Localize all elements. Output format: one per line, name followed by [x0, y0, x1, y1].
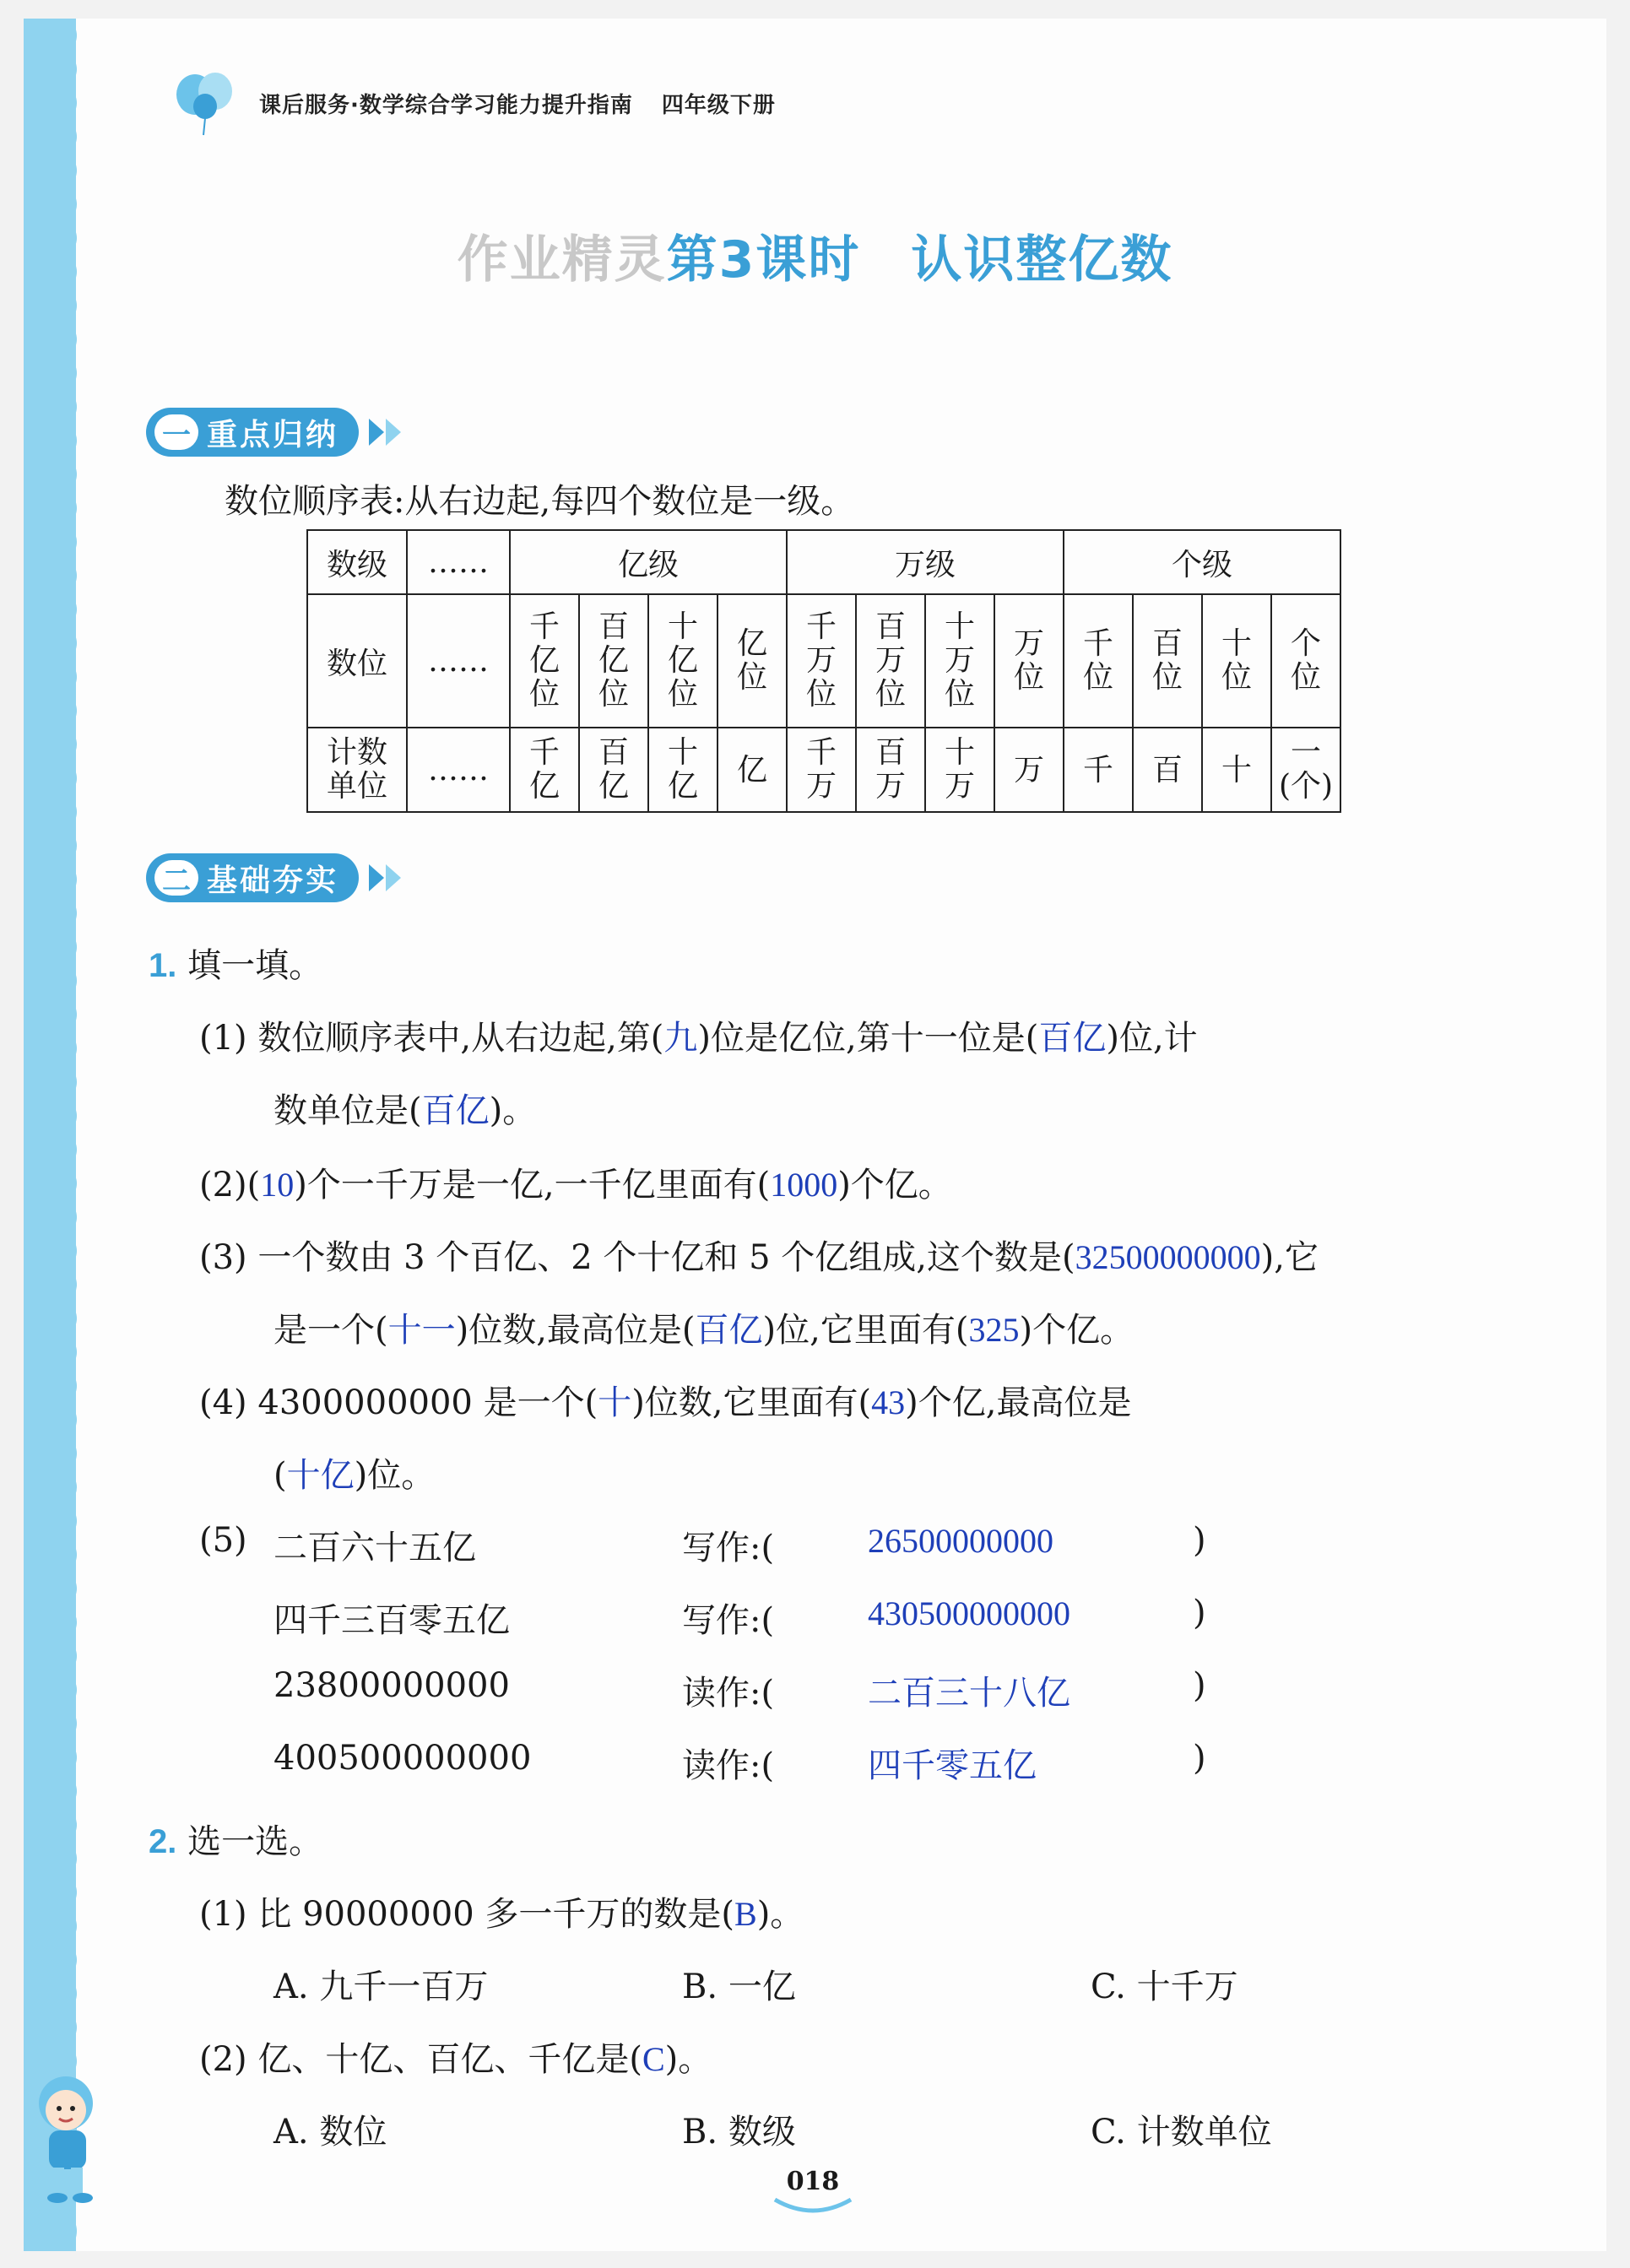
q2-part1-option: B. 一亿	[682, 1968, 796, 2006]
unit-cell: 千亿	[510, 728, 579, 812]
answer: 10	[260, 1166, 295, 1204]
q2-part2-option: C. 计数单位	[1091, 2113, 1272, 2152]
question-title: 填一填。	[187, 946, 323, 985]
answer: 十一	[387, 1311, 456, 1349]
left-decorative-strip	[24, 19, 76, 2251]
place-cell: 万位	[994, 594, 1064, 728]
q2-part2-option: A. 数位	[273, 2113, 387, 2152]
close-paren: )	[1193, 1666, 1206, 1705]
section-pill	[146, 853, 359, 902]
answer: 九	[663, 1019, 698, 1057]
q2-part1-option: A. 九千一百万	[273, 1968, 489, 2006]
conversion-verb: 写作:(	[682, 1601, 775, 1640]
q1-part2: (2)(10)个一千万是一亿,一千亿里面有(1000)个亿。	[199, 1166, 952, 1204]
section-pill	[146, 408, 359, 457]
conversion-verb: 读作:(	[682, 1746, 775, 1785]
place-cell: 千万位	[787, 594, 856, 728]
lesson-number: 第3课时	[666, 230, 861, 290]
answer: 百亿	[1038, 1019, 1107, 1057]
q1-part3-line1: (3) 一个数由 3 个百亿、2 个十亿和 5 个亿组成,这个数是(32500000000),它	[199, 1238, 1319, 1277]
q1-part1-line2: 数单位是(百亿)。	[273, 1091, 537, 1130]
series-title: 课后服务·数学综合学习能力提升指南	[259, 92, 633, 118]
q2-part2: (2) 亿、十亿、百亿、千亿是(C)。	[199, 2040, 712, 2079]
unit-cell: 十	[1202, 728, 1271, 812]
place-cell: 十万位	[925, 594, 994, 728]
answer: 二百三十八亿	[868, 1674, 1070, 1712]
answer: 325	[968, 1311, 1020, 1349]
level-cell: 亿级	[510, 530, 787, 594]
lesson-title	[24, 219, 1606, 292]
q1-part4-line1: (4) 4300000000 是一个(十)位数,它里面有(43)个亿,最高位是	[199, 1383, 1132, 1422]
place-cell: 亿位	[718, 594, 787, 728]
answer: 十亿	[286, 1456, 355, 1494]
workbook-page	[24, 19, 1606, 2251]
answer: 43	[871, 1383, 906, 1421]
ellipsis-cell: ……	[407, 530, 510, 594]
q2-part2-option: B. 数级	[682, 2113, 796, 2152]
q2-part1-option: C. 十千万	[1091, 1968, 1238, 2006]
place-cell: 千位	[1064, 594, 1133, 728]
unit-cell: 亿	[718, 728, 787, 812]
section-label: 基础夯实	[207, 863, 339, 898]
section-number: 二	[154, 860, 198, 896]
place-cell: 个位	[1271, 594, 1340, 728]
unit-cell: 十万	[925, 728, 994, 812]
q1-part5-prefix: (5)	[199, 1521, 247, 1560]
unit-cell: 百	[1133, 728, 1202, 812]
close-paren: )	[1193, 1739, 1206, 1778]
conversion-item: 23800000000	[273, 1666, 510, 1705]
page-header	[163, 69, 776, 137]
page-number: 018	[766, 2167, 859, 2217]
answer: C	[642, 2040, 665, 2078]
double-arrow-icon	[367, 861, 408, 895]
row-header: 数位	[307, 594, 407, 728]
conversion-verb: 写作:(	[682, 1529, 775, 1567]
unit-cell: 百亿	[579, 728, 648, 812]
close-paren: )	[1193, 1521, 1206, 1560]
level-cell: 个级	[1064, 530, 1340, 594]
place-value-table	[306, 529, 1341, 813]
level-cell: 万级	[787, 530, 1064, 594]
strip-wave-edge	[69, 19, 84, 2251]
conversion-item: 二百六十五亿	[273, 1529, 476, 1567]
place-cell: 百位	[1133, 594, 1202, 728]
question-1-heading	[149, 939, 322, 987]
unit-cell: 千	[1064, 728, 1133, 812]
question-title: 选一选。	[187, 1822, 323, 1861]
cartoon-boy-icon	[24, 2070, 125, 2205]
ellipsis-cell: ……	[407, 594, 510, 728]
answer: 十	[598, 1383, 632, 1421]
answer: 百亿	[421, 1091, 490, 1129]
balloons-icon	[163, 69, 247, 137]
close-paren: )	[1193, 1594, 1206, 1632]
unit-cell: 一(个)	[1271, 728, 1340, 812]
section-key-points	[146, 407, 501, 457]
answer: B	[734, 1895, 757, 1933]
double-arrow-icon	[367, 415, 408, 449]
conversion-item: 四千三百零五亿	[273, 1601, 510, 1640]
section-label: 重点归纳	[207, 417, 339, 452]
answer: 1000	[770, 1166, 838, 1204]
place-cell: 百亿位	[579, 594, 648, 728]
place-cell: 百万位	[856, 594, 925, 728]
page-number-ornament	[766, 2196, 859, 2217]
unit-cell: 十亿	[648, 728, 718, 812]
row-header: 数级	[307, 530, 407, 594]
question-number: 1.	[149, 947, 177, 984]
q1-part1-line1: (1) 数位顺序表中,从右边起,第(九)位是亿位,第十一位是(百亿)位,计	[199, 1019, 1198, 1058]
grade-label: 四年级下册	[661, 92, 776, 118]
section-basics	[146, 853, 501, 903]
answer: 430500000000	[868, 1594, 1070, 1632]
unit-cell: 万	[994, 728, 1064, 812]
row-header: 计数单位	[307, 728, 407, 812]
conversion-item: 400500000000	[273, 1739, 532, 1778]
conversion-verb: 读作:(	[682, 1674, 775, 1713]
place-cell: 十亿位	[648, 594, 718, 728]
lesson-topic: 认识整亿数	[911, 230, 1173, 290]
answer: 26500000000	[868, 1522, 1053, 1560]
q1-part4-line2: (十亿)位。	[273, 1456, 436, 1495]
place-cell: 千亿位	[510, 594, 579, 728]
answer: 四千零五亿	[868, 1746, 1037, 1784]
ellipsis-cell: ……	[407, 728, 510, 812]
section-number: 一	[154, 414, 198, 450]
q2-part1: (1) 比 90000000 多一千万的数是(B)。	[199, 1895, 804, 1934]
unit-cell: 千万	[787, 728, 856, 812]
watermark: 作业精灵	[457, 230, 667, 290]
intro-text: 数位顺序表:从右边起,每四个数位是一级。	[225, 482, 855, 521]
answer: 百亿	[695, 1311, 763, 1349]
place-cell: 十位	[1202, 594, 1271, 728]
q1-part3-line2: 是一个(十一)位数,最高位是(百亿)位,它里面有(325)个亿。	[273, 1311, 1135, 1350]
unit-cell: 百万	[856, 728, 925, 812]
question-2-heading	[149, 1815, 322, 1863]
question-number: 2.	[149, 1823, 177, 1860]
answer: 32500000000	[1075, 1238, 1261, 1276]
